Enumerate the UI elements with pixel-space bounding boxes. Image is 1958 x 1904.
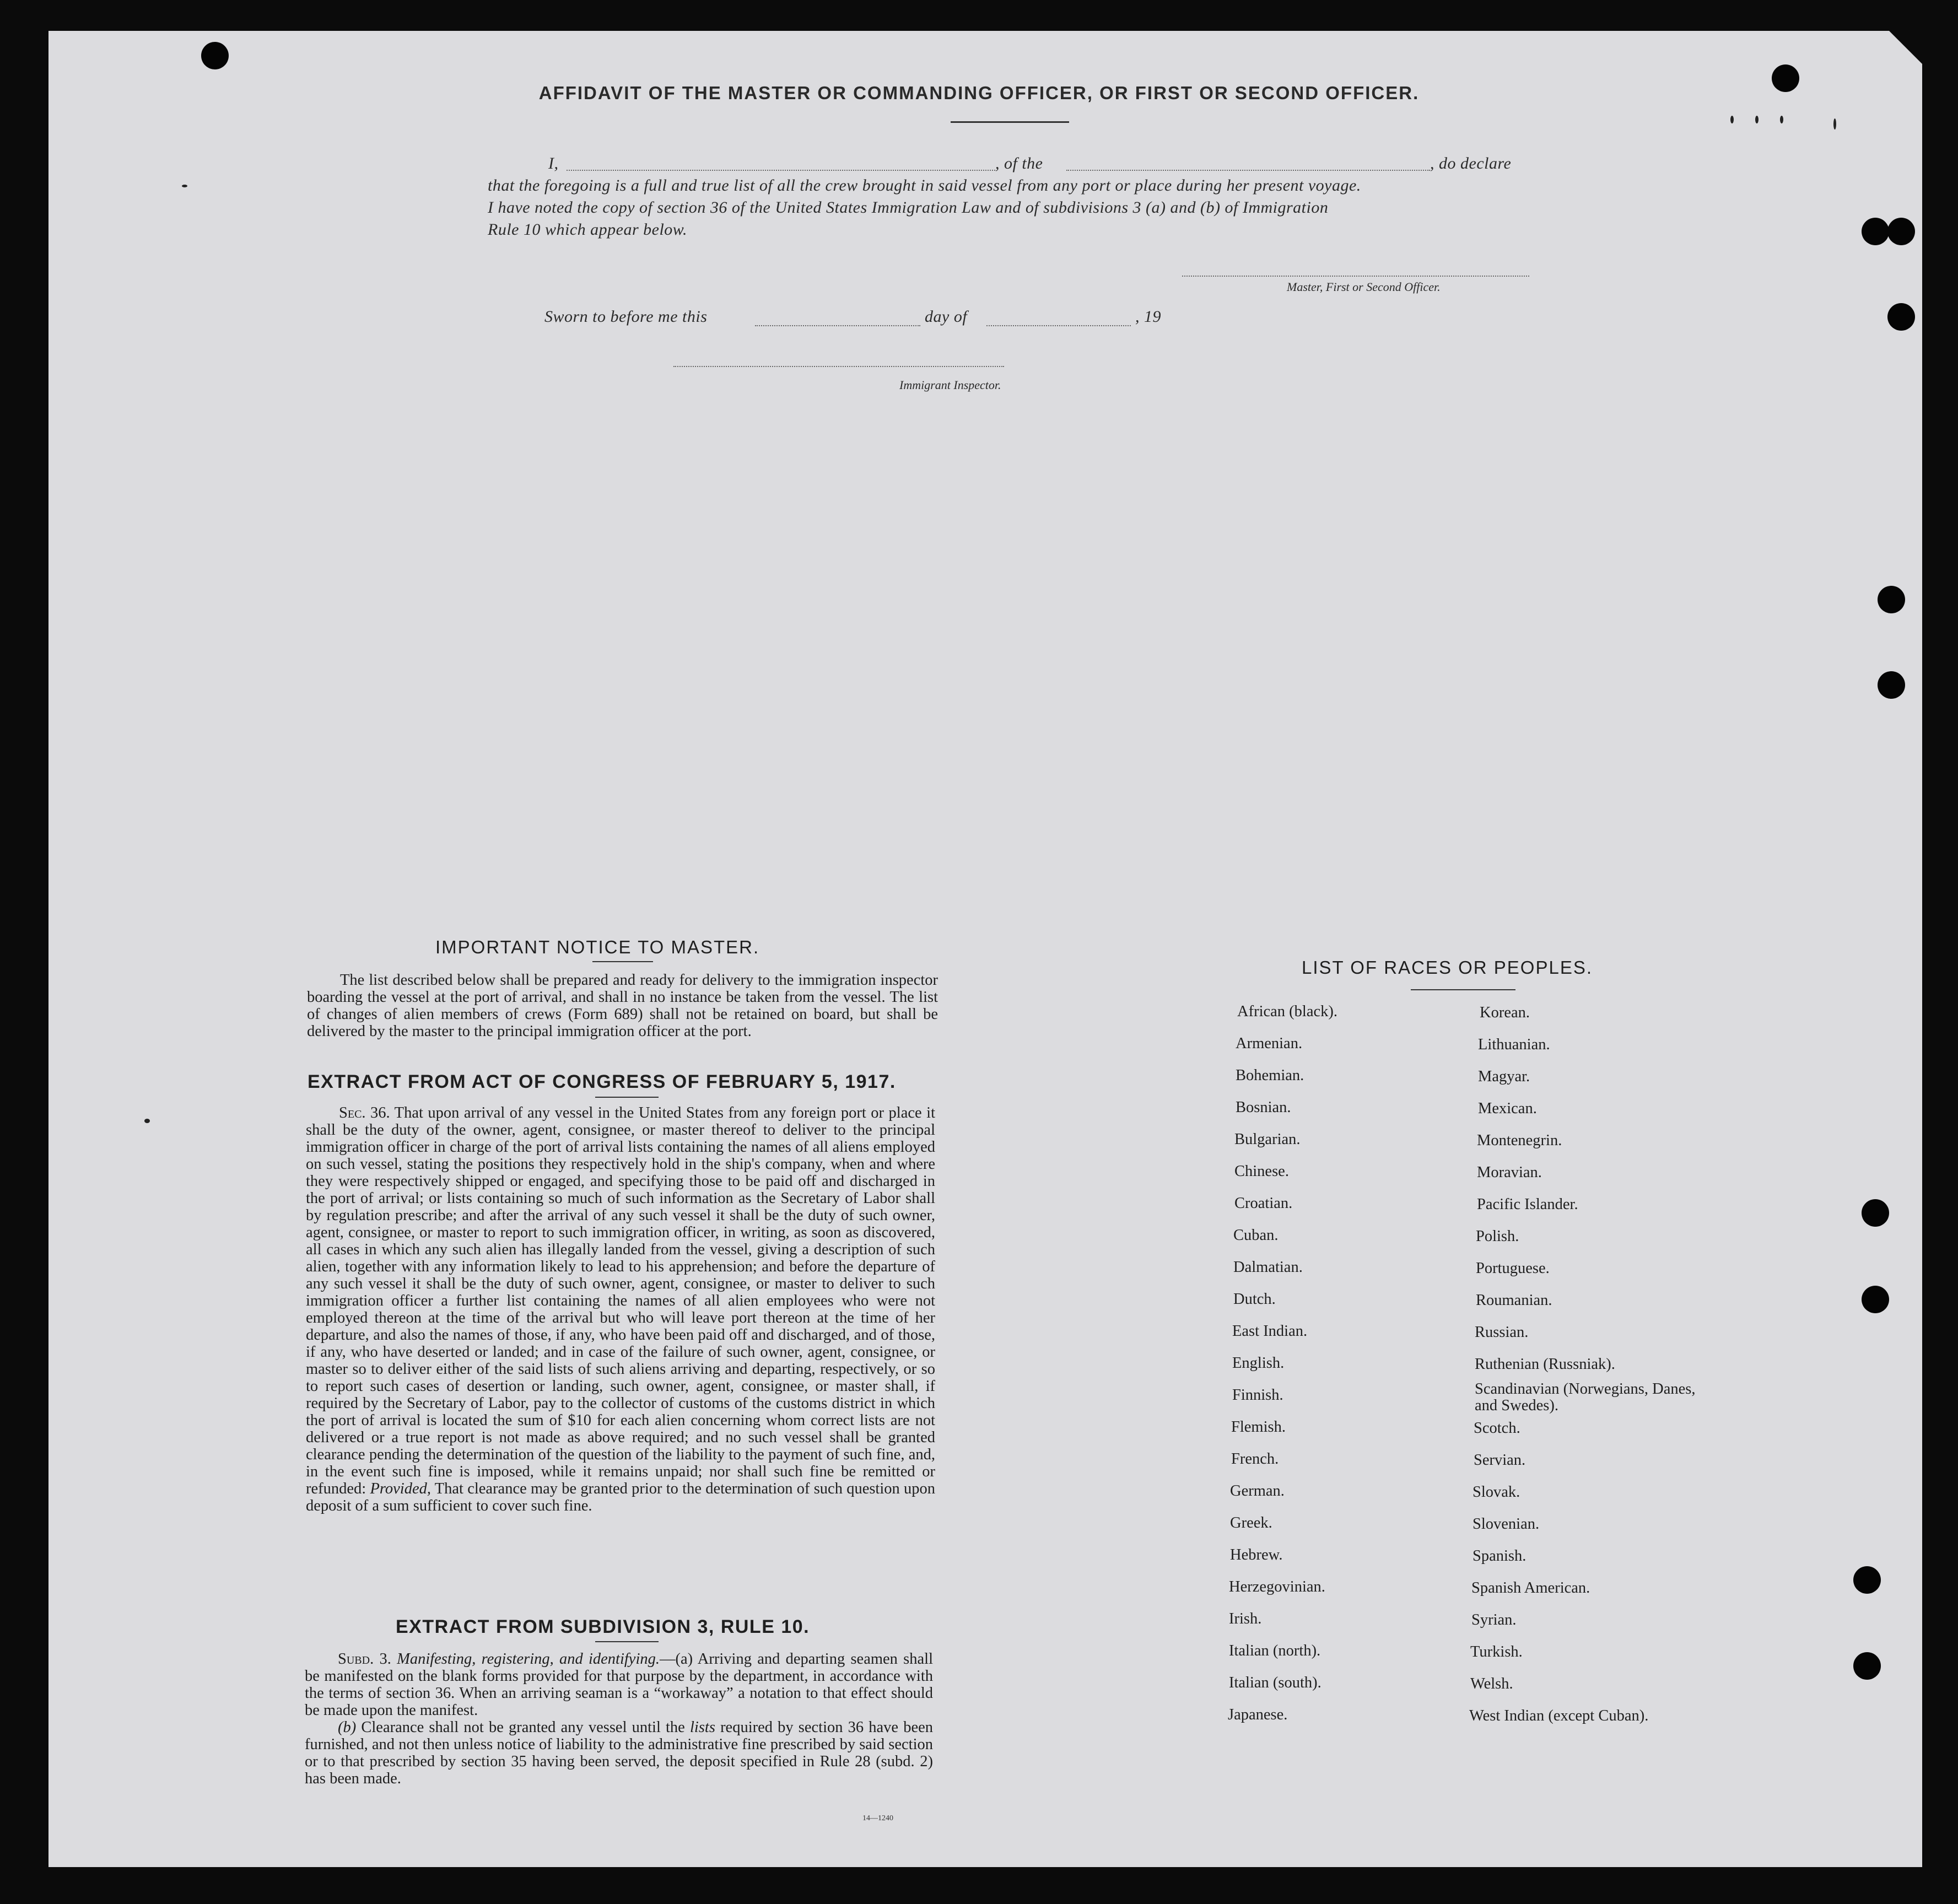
race-item: West Indian (except Cuban).: [1469, 1707, 1649, 1724]
subd-a-text: —(a) Arriving and departing seamen shall be manifested on the blank forms provided for that purpose by the department, in accordance with the terms of section 36. When an arriving seaman is a “workaway” a notation to that effect should be made upon the manifest.: [305, 1651, 933, 1719]
punch-hole: [1862, 218, 1889, 245]
race-item: Welsh.: [1470, 1675, 1513, 1692]
punch-hole: [1862, 1199, 1889, 1227]
affidavit-line-4: Rule 10 which appear below.: [488, 220, 688, 239]
races-divider: [1411, 989, 1515, 990]
race-item: East Indian.: [1232, 1323, 1308, 1340]
inspector-label: Immigrant Inspector.: [899, 378, 1001, 392]
race-item: Irish.: [1229, 1610, 1262, 1627]
title-divider: [951, 121, 1069, 123]
race-item: Bosnian.: [1236, 1099, 1291, 1116]
race-item-multiline: Scandinavian (Norwegians, Danes, and Swedes).: [1475, 1380, 1696, 1414]
race-item: Italian (south).: [1229, 1674, 1321, 1691]
race-item: Italian (north).: [1229, 1642, 1321, 1659]
sec-label: Sec. 36.: [339, 1104, 390, 1121]
act-divider: [595, 1097, 659, 1098]
punch-hole: [1853, 1652, 1881, 1680]
notice-paragraph: [307, 972, 938, 1040]
punch-hole: [1853, 1566, 1881, 1594]
provided-word: Provided,: [370, 1480, 431, 1497]
punch-hole: [201, 42, 229, 69]
race-item: Russian.: [1475, 1324, 1529, 1341]
signature-label: Master, First or Second Officer.: [1287, 280, 1441, 294]
affidavit-title: AFFIDAVIT OF THE MASTER OR COMMANDING OFFICER, OR FIRST OR SECOND OFFICER.: [538, 83, 1420, 103]
vessel-blank[interactable]: [1066, 170, 1430, 171]
race-item: English.: [1232, 1355, 1285, 1372]
subd-b-label: (b): [338, 1719, 357, 1736]
affidavit-do-declare: , do declare: [1430, 154, 1512, 172]
race-item: Herzegovinian.: [1229, 1578, 1325, 1595]
race-item: German.: [1230, 1482, 1285, 1500]
punch-hole: [1887, 303, 1915, 331]
race-item: Slovak.: [1472, 1484, 1520, 1501]
speck-mark: [1833, 118, 1836, 130]
speck-mark: [1730, 116, 1734, 123]
race-item: Scotch.: [1474, 1420, 1520, 1437]
race-item: Roumanian.: [1476, 1292, 1552, 1309]
race-item: Montenegrin.: [1477, 1132, 1562, 1149]
notice-title: IMPORTANT NOTICE TO MASTER.: [435, 937, 760, 957]
race-item: Dutch.: [1233, 1291, 1276, 1308]
month-blank[interactable]: [986, 325, 1131, 326]
officer-signature-blank[interactable]: [1182, 276, 1529, 277]
race-item: Moravian.: [1477, 1164, 1542, 1181]
rule-extract-title: EXTRACT FROM SUBDIVISION 3, RULE 10.: [396, 1616, 810, 1637]
race-item: Cuban.: [1233, 1227, 1279, 1244]
speck-mark: [1780, 116, 1783, 123]
punch-hole: [1878, 671, 1905, 699]
affidavit-line-2: that the foregoing is a full and true list of all the crew brought in said vessel from any port or place during her present voyage.: [488, 176, 1361, 195]
speck-mark: [1755, 116, 1759, 123]
speck-mark: [182, 185, 187, 187]
punch-hole: [1887, 218, 1915, 245]
race-item: Spanish American.: [1471, 1579, 1590, 1596]
name-blank[interactable]: [567, 170, 995, 171]
race-item: Syrian.: [1471, 1611, 1517, 1628]
page-corner: [1889, 31, 1922, 64]
race-item: French.: [1231, 1450, 1279, 1468]
subdivision-3-paragraph: [305, 1651, 933, 1787]
subd-label: Subd. 3.: [338, 1651, 391, 1668]
race-item: Korean.: [1480, 1004, 1530, 1021]
act-extract-title: EXTRACT FROM ACT OF CONGRESS OF FEBRUARY 5, 1917.: [308, 1071, 896, 1092]
race-item: Japanese.: [1228, 1706, 1288, 1723]
affidavit-of-the: , of the: [995, 154, 1043, 172]
speck-mark: [144, 1119, 150, 1123]
inspector-signature-blank[interactable]: [673, 366, 1004, 367]
race-item: Servian.: [1474, 1452, 1526, 1469]
race-item: African (black).: [1237, 1003, 1337, 1020]
punch-hole: [1878, 586, 1905, 613]
subd-b-text-1: Clearance shall not be granted any vessel until the: [361, 1719, 685, 1736]
race-item: Flemish.: [1231, 1418, 1286, 1436]
race-item: Spanish.: [1472, 1547, 1527, 1565]
race-item: Mexican.: [1478, 1100, 1537, 1117]
races-title: LIST OF RACES OR PEOPLES.: [1302, 957, 1593, 978]
race-item: Finnish.: [1232, 1387, 1283, 1404]
race-item: Bulgarian.: [1234, 1131, 1301, 1148]
subd-heading: Manifesting, registering, and identifying.: [397, 1651, 660, 1668]
notice-text: The list described below shall be prepared and ready for delivery to the immigration inspector boarding the vessel at the port of arrival, and shall in no instance be taken from the vessel. The list of changes of alien members of crews (Form 689) shall not be retained on board, but shall be delivered by the master to the principal immigration officer at the port.: [307, 972, 938, 1040]
race-item: Dalmatian.: [1233, 1259, 1303, 1276]
race-item: Chinese.: [1234, 1163, 1289, 1180]
affidavit-line-3: I have noted the copy of section 36 of the United States Immigration Law and of subdivisions 3 (a) and (b) of Immigration: [488, 198, 1329, 217]
form-number: 14—1240: [862, 1814, 893, 1822]
race-item: Lithuanian.: [1478, 1036, 1550, 1053]
day-blank[interactable]: [755, 325, 920, 326]
race-item: Armenian.: [1236, 1035, 1303, 1052]
race-item: Croatian.: [1234, 1195, 1293, 1212]
race-item: Hebrew.: [1230, 1546, 1283, 1563]
sec-36-text: That upon arrival of any vessel in the United States from any foreign port or place it shall be the duty of the owner, agent, consignee, or master thereof to deliver to the principal immigration officer in charge of the port of arrival lists containing the names of all aliens employed on such vessel, stating the positions they respectively hold in the ship's company, when and where they were respectively shipped or engaged, and specifying those to be paid off and discharged in the port of arrival; or lists containing so much of such information as the Secretary of Labor shall by regulation prescribe; and after the arrival of any such vessel it shall be the duty of such owner, agent, consignee, or master to report to such immigration officer, in writing, as soon as discovered, all cases in which any such alien has illegally landed from the vessel, giving a description of such alien, together with any information likely to lead to his apprehension; and before the departure of any such vessel it shall be the duty of such owner, agent, consignee, or master to deliver to such immigration officer a further list containing the names of all alien employees who were not employed thereon at the time of the arrival but who will leave port thereon at the time of her departure, and also the names of those, if any, who have been paid off and discharged, and of those, if any, who have deserted or landed; and in case of the failure of such owner, agent, consignee, or master so to deliver either of the said lists of such aliens arriving and departing, respectively, or so to report such cases of desertion or landing, such owner, agent, consignee, or master shall, if required by the Secretary of Labor, pay to the collector of customs of the customs district in which the port of arrival is located the sum of $10 for each alien concerning whom correct lists are not delivered or a true report is not made as above required; and no such vessel shall be granted clearance pending the determination of the question of the liability to the payment of such fine, and, in the event such fine is imposed, while it remains unpaid; nor shall such fine be remitted or refunded:: [306, 1104, 935, 1497]
sec-36-text-end: That clearance may be granted prior to the determination of such question upon deposit of a sum sufficient to cover such fine.: [306, 1480, 936, 1514]
race-item: Turkish.: [1470, 1643, 1523, 1660]
sworn-text: Sworn to before me this: [544, 308, 708, 326]
race-item: Pacific Islander.: [1477, 1196, 1578, 1213]
subd-b-lists: lists: [689, 1719, 715, 1736]
race-item: Polish.: [1476, 1228, 1519, 1245]
punch-hole: [1862, 1286, 1889, 1313]
race-item: Greek.: [1230, 1514, 1272, 1531]
year-text: , 19: [1135, 308, 1161, 326]
affidavit-i: I,: [548, 154, 559, 172]
race-item: Ruthenian (Russniak).: [1475, 1356, 1615, 1373]
subd-b-text-2: required by section 36 have been furnished, and not then unless notice of liability to the administrative fine prescribed by said section or to that prescribed by section 35 having been served, the deposit specified in Rule 28 (subd. 2) has been made.: [305, 1719, 934, 1787]
day-of-text: day of: [925, 308, 968, 326]
notice-divider: [592, 961, 653, 962]
rule-divider: [595, 1641, 659, 1642]
race-item: Portuguese.: [1476, 1260, 1550, 1277]
race-item: Magyar.: [1478, 1068, 1530, 1085]
section-36-paragraph: [306, 1104, 935, 1514]
race-item: Bohemian.: [1236, 1067, 1304, 1084]
document-page: [48, 31, 1922, 1867]
race-item: Slovenian.: [1472, 1515, 1540, 1533]
